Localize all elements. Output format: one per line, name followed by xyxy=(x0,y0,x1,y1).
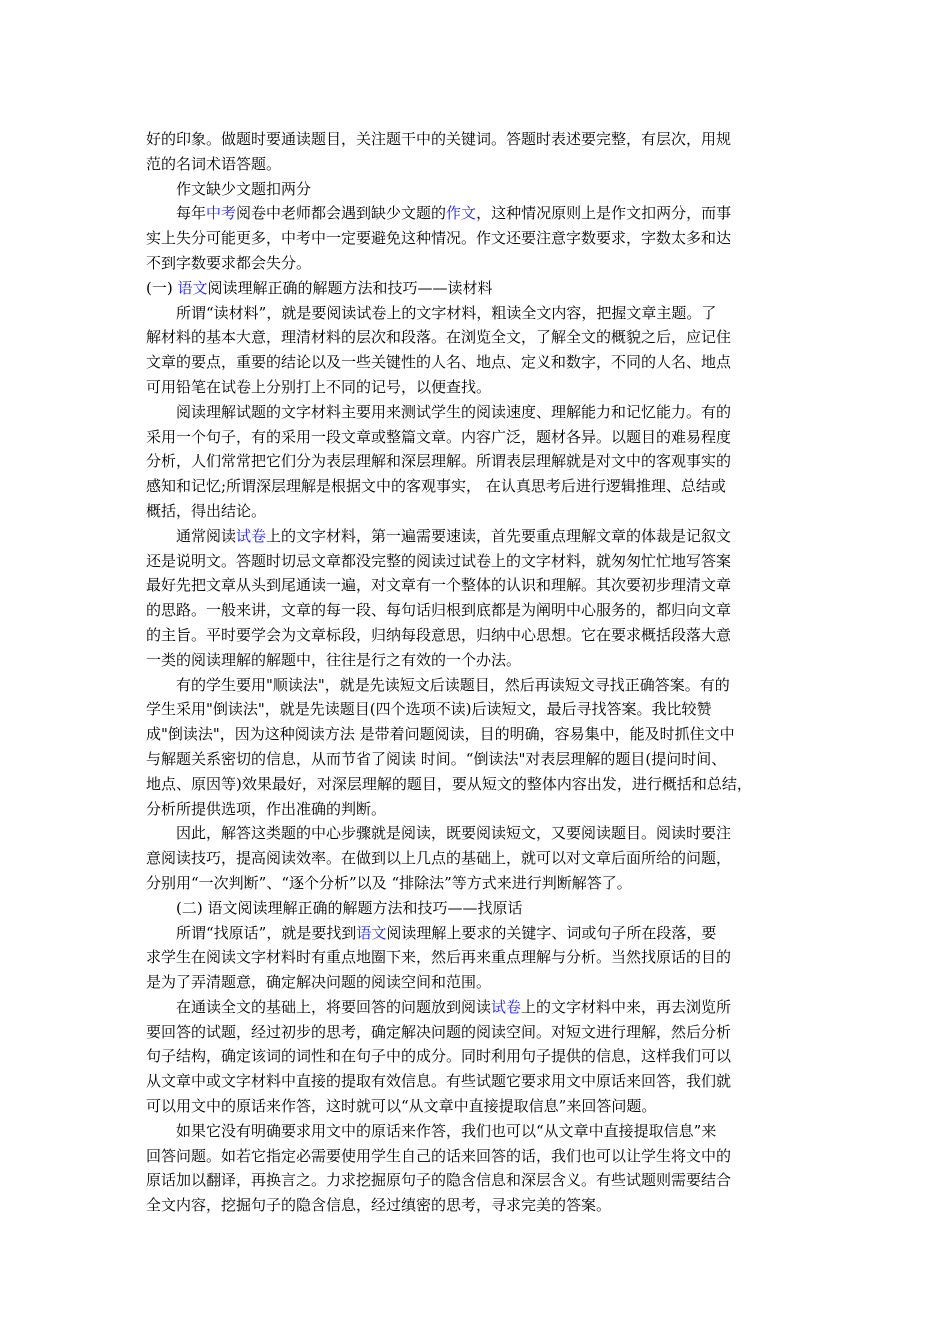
paragraph xyxy=(146,1119,816,1218)
text-run: 有的学生要用"顺读法"，就是先读短文后读题目，然后再读短文寻找正确答案。有的 xyxy=(176,675,730,694)
text-line xyxy=(146,251,816,276)
paragraph xyxy=(146,201,816,275)
keyword-link[interactable]: 试卷 xyxy=(491,997,522,1016)
text-line xyxy=(146,945,816,970)
text-run: 分析所提供选项，作出准确的判断。 xyxy=(146,799,387,818)
text-run: 解材料的基本大意，理清材料的层次和段落。在浏览全文，了解全文的概貌之后，应记住 xyxy=(146,328,732,347)
paragraph xyxy=(146,400,816,524)
text-line xyxy=(146,1069,816,1094)
paragraph xyxy=(146,127,816,177)
text-run: 原话加以翻译，再换言之。力求挖掘原句子的隐含信息和深层含义。有些试题则需要结合 xyxy=(146,1171,732,1190)
paragraph xyxy=(146,921,816,995)
text-run: 通常阅读 xyxy=(176,526,237,545)
text-run: 回答问题。如若它指定必需要使用学生自己的话来回答的话，我们也可以让学生将文中的 xyxy=(146,1146,732,1165)
text-line xyxy=(146,549,816,574)
text-line xyxy=(146,425,816,450)
text-run: 阅读理解试题的文字材料主要用来测试学生的阅读速度、理解能力和记忆能力。有的 xyxy=(176,402,732,421)
text-line xyxy=(146,846,816,871)
text-run: 在通读全文的基础上，将要回答的问题放到阅读 xyxy=(176,997,492,1016)
text-run: 最好先把文章从头到尾通读一遍，对文章有一个整体的认识和理解。其次要初步理清文章 xyxy=(146,576,732,595)
text-line xyxy=(146,1020,816,1045)
text-run: 与解题关系密切的信息，从而节省了阅读 时间。“倒读法"对表层理解的题目(提问时间、 xyxy=(146,749,727,768)
text-line xyxy=(146,772,816,797)
text-run: 所谓“读材料”，就是要阅读试卷上的文字材料，粗读全文内容，把握文章主题。了 xyxy=(176,303,717,322)
text-line xyxy=(146,301,816,326)
paragraph xyxy=(146,276,816,301)
text-line xyxy=(146,127,816,152)
text-run: 的思路。一般来讲，文章的每一段、每句话归根到底都是为阐明中心服务的，都归向文章 xyxy=(146,601,732,620)
text-line xyxy=(146,449,816,474)
text-line xyxy=(146,995,816,1020)
text-line xyxy=(146,226,816,251)
text-run: 实上失分可能更多，中考中一定要避免这种情况。作文还要注意字数要求，字数太多和达 xyxy=(146,229,732,248)
text-line xyxy=(146,697,816,722)
text-line xyxy=(146,152,816,177)
paragraph xyxy=(146,524,816,673)
text-run: 是为了弄清题意，确定解决问题的阅读空间和范围。 xyxy=(146,973,492,992)
text-line xyxy=(146,1193,816,1218)
text-run: 一类的阅读理解的解题中，往往是行之有效的一个办法。 xyxy=(146,650,522,669)
keyword-link[interactable]: 语文 xyxy=(177,278,208,297)
text-run: 文章的要点，重要的结论以及一些关键性的人名、地点、定义和数字，不同的人名、地点 xyxy=(146,353,732,372)
text-run: 成"倒读法"，因为这种阅读方法 是带着问题阅读，目的明确，容易集中，能及时抓住文中 xyxy=(146,725,735,744)
text-line xyxy=(146,499,816,524)
text-run: 学生采用"倒读法"，就是先读题目(四个选项不读)后读短文，最后寻找答案。我比较赞 xyxy=(146,700,712,719)
text-line xyxy=(146,970,816,995)
text-run: 好的印象。做题时要通读题目，关注题干中的关键词。答题时表述要完整，有层次，用规 xyxy=(146,130,732,148)
text-run: 可用铅笔在试卷上分别打上不同的记号，以便查找。 xyxy=(146,377,492,396)
text-run: 阅读理解正确的解题方法和技巧——读材料 xyxy=(207,278,493,297)
text-line xyxy=(146,1094,816,1119)
text-run: 因此，解答这类题的中心步骤就是阅读，既要阅读短文，又要阅读题目。阅读时要注 xyxy=(176,824,732,843)
keyword-link[interactable]: 试卷 xyxy=(236,526,267,545)
text-run: 要回答的试题，经过初步的思考，确定解决问题的阅读空间。对短文进行理解，然后分析 xyxy=(146,1022,732,1041)
keyword-link[interactable]: 语文 xyxy=(356,923,387,942)
text-line xyxy=(146,921,816,946)
text-line xyxy=(146,896,816,921)
text-run: 上的文字材料，第一遍需要速读，首先要重点理解文章的体裁是记叙文 xyxy=(266,526,732,545)
text-line xyxy=(146,524,816,549)
text-run: 感知和记忆;所谓深层理解是根据文中的客观事实， 在认真思考后进行逻辑推理、总结或 xyxy=(146,477,726,496)
paragraph xyxy=(146,896,816,921)
text-run: 求学生在阅读文字材料时有重点地圈下来，然后再来重点理解与分析。当然找原话的目的 xyxy=(146,948,732,967)
text-run: 上的文字材料中来，再去浏览所 xyxy=(521,997,732,1016)
text-line xyxy=(146,177,816,202)
text-line xyxy=(146,375,816,400)
text-line xyxy=(146,350,816,375)
text-line xyxy=(146,1044,816,1069)
text-run: (一) xyxy=(146,278,178,297)
text-run: 可以用文中的原话来作答，这时就可以“从文章中直接提取信息”来回答问题。 xyxy=(146,1097,657,1116)
text-line xyxy=(146,400,816,425)
text-run: 还是说明文。答题时切忌文章都没完整的阅读过试卷上的文字材料，就匆匆忙忙地写答案 xyxy=(146,551,732,570)
paragraph xyxy=(146,301,816,400)
paragraph xyxy=(146,821,816,895)
text-line xyxy=(146,648,816,673)
text-line xyxy=(146,474,816,499)
text-run: 作文缺少文题扣两分 xyxy=(176,179,312,198)
text-run: 分析，人们常常把它们分为表层理解和深层理解。所谓表层理解就是对文中的客观事实的 xyxy=(146,452,732,471)
text-run: 分别用“一次判断”、“逐个分析”以及 “排除法”等方式来进行判断解答了。 xyxy=(146,873,632,892)
text-run: 所谓“找原话”，就是要找到 xyxy=(176,923,357,942)
document-body xyxy=(146,127,816,1218)
text-line xyxy=(146,747,816,772)
text-line xyxy=(146,276,816,301)
text-line xyxy=(146,871,816,896)
text-run: 句子结构，确定该词的词性和在句子中的成分。同时利用句子提供的信息，这样我们可以 xyxy=(146,1047,732,1066)
text-run: ，这种情况原则上是作文扣两分，而事 xyxy=(476,204,732,223)
keyword-link[interactable]: 作文 xyxy=(446,204,477,223)
paragraph xyxy=(146,995,816,1119)
keyword-link[interactable]: 中考 xyxy=(206,204,237,223)
text-run: 不到字数要求都会失分。 xyxy=(146,253,312,272)
text-run: 如果它没有明确要求用文中的原话来作答，我们也可以“从文章中直接提取信息”来 xyxy=(176,1121,717,1140)
text-run: 的主旨。平时要学会为文章标段，归纳每段意思，归纳中心思想。它在要求概括段落大意 xyxy=(146,625,732,644)
text-run: 阅读理解上要求的关键字、词或句子所在段落，要 xyxy=(386,923,717,942)
text-line xyxy=(146,325,816,350)
text-run: 意阅读技巧，提高阅读效率。在做到以上几点的基础上，就可以对文章后面所给的问题， xyxy=(146,849,732,868)
text-run: 地点、原因等)效果最好，对深层理解的题目，要从短文的整体内容出发，进行概括和总结， xyxy=(146,774,752,793)
text-run: (二) 语文阅读理解正确的解题方法和技巧——找原话 xyxy=(176,898,523,917)
text-run: 全文内容，挖掘句子的隐含信息，经过缜密的思考，寻求完美的答案。 xyxy=(146,1196,612,1215)
text-line xyxy=(146,1144,816,1169)
text-line xyxy=(146,598,816,623)
text-line xyxy=(146,673,816,698)
text-run: 采用一个句子，有的采用一段文章或整篇文章。内容广泛，题材各异。以题目的难易程度 xyxy=(146,427,732,446)
text-line xyxy=(146,722,816,747)
text-line xyxy=(146,821,816,846)
text-run: 范的名词术语答题。 xyxy=(146,154,282,173)
paragraph xyxy=(146,673,816,822)
text-run: 每年 xyxy=(176,204,207,223)
text-line xyxy=(146,573,816,598)
text-line xyxy=(146,797,816,822)
text-line xyxy=(146,1168,816,1193)
text-run: 阅卷中老师都会遇到缺少文题的 xyxy=(236,204,447,223)
text-line xyxy=(146,623,816,648)
text-run: 从文章中或文字材料中直接的提取有效信息。有些试题它要求用文中原话来回答，我们就 xyxy=(146,1072,732,1091)
text-line xyxy=(146,1119,816,1144)
paragraph xyxy=(146,177,816,202)
text-run: 概括，得出结论。 xyxy=(146,501,267,520)
text-line xyxy=(146,201,816,226)
